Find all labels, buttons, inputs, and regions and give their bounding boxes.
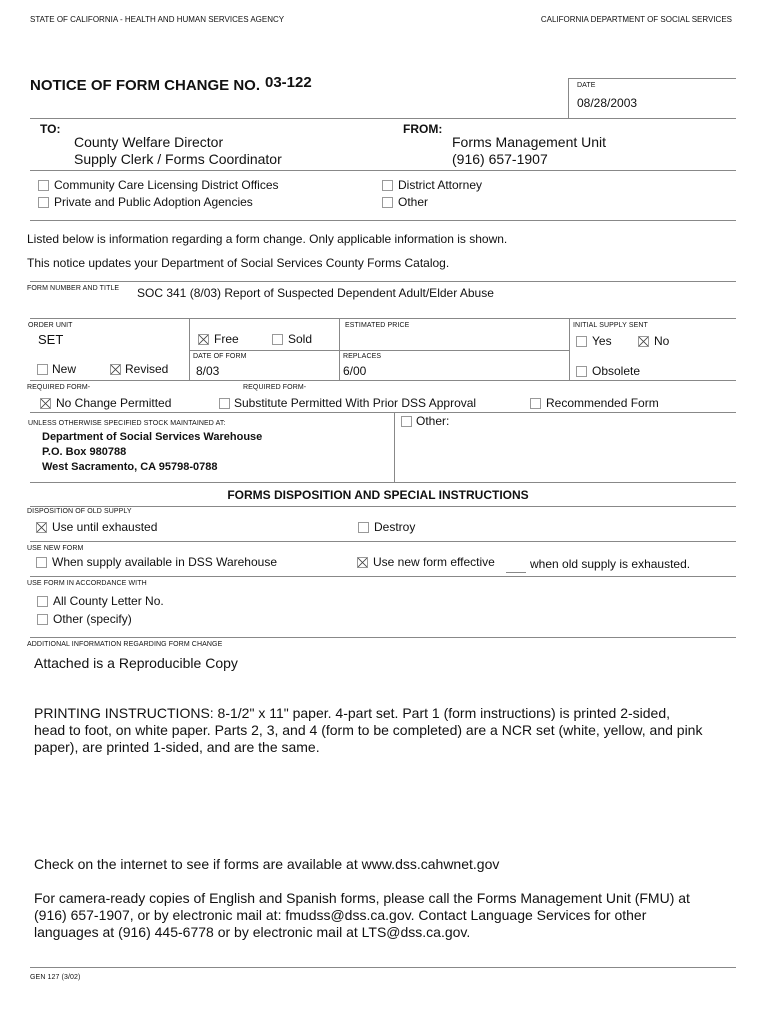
notice-number: 03-122: [265, 74, 312, 91]
supply-yes-label: Yes: [592, 334, 612, 348]
substitute-label: Substitute Permitted With Prior DSS Approval: [234, 396, 477, 410]
date-of-form-label: DATE OF FORM: [193, 353, 247, 360]
other-specify-label: Other (specify): [53, 612, 132, 626]
ccl-checkbox[interactable]: [38, 180, 49, 191]
date-label: DATE: [577, 82, 596, 89]
district-attorney-label: District Attorney: [398, 178, 483, 192]
adoption-label: Private and Public Adoption Agencies: [54, 195, 253, 209]
order-unit-value: SET: [38, 332, 64, 347]
additional-info-label: ADDITIONAL INFORMATION REGARDING FORM CHANGE: [27, 641, 223, 648]
attached-text: Attached is a Reproducible Copy: [34, 655, 238, 671]
intro-line-2: This notice updates your Department of Social Services County Forms Catalog.: [27, 256, 450, 270]
order-unit-label: ORDER UNIT: [28, 322, 73, 329]
stock-line-3: West Sacramento, CA 95798-0788: [42, 461, 218, 473]
supply-yes-checkbox[interactable]: [576, 336, 587, 347]
other-specify-checkbox[interactable]: [37, 614, 48, 625]
initial-supply-label: INITIAL SUPPLY SENT: [573, 322, 648, 329]
all-county-checkbox[interactable]: [37, 596, 48, 607]
other-recipient-checkbox[interactable]: [382, 197, 393, 208]
to-line-2: Supply Clerk / Forms Coordinator: [74, 151, 282, 167]
notice-date: 08/28/2003: [577, 96, 638, 110]
use-new-effective-label: Use new form effective: [373, 555, 495, 569]
substitute-checkbox[interactable]: [219, 398, 230, 409]
printing-line-2: head to foot, on white paper. Parts 2, 3, and 4 (form to be completed) are a NCR set (white, yellow, and pink: [34, 722, 703, 738]
new-checkbox[interactable]: [37, 364, 48, 375]
district-attorney-checkbox[interactable]: [382, 180, 393, 191]
to-line-1: County Welfare Director: [74, 134, 224, 150]
stock-other-label: Other:: [416, 414, 450, 428]
supply-no-checkbox[interactable]: [638, 336, 649, 347]
sold-label: Sold: [288, 332, 313, 346]
from-line-1: Forms Management Unit: [452, 134, 607, 150]
recommended-label: Recommended Form: [546, 396, 659, 410]
new-label: New: [52, 362, 77, 376]
department-header: CALIFORNIA DEPARTMENT OF SOCIAL SERVICES: [540, 15, 732, 24]
from-line-2: (916) 657-1907: [452, 151, 548, 167]
other-recipient-label: Other: [398, 195, 429, 209]
old-supply-label: DISPOSITION OF OLD SUPPLY: [27, 508, 132, 515]
obsolete-checkbox[interactable]: [576, 366, 587, 377]
use-new-effective-checkbox[interactable]: [357, 557, 368, 568]
internet-text: Check on the internet to see if forms are available at www.dss.cahwnet.gov: [34, 856, 500, 872]
required-form-label-1: REQUIRED FORM-: [27, 384, 91, 391]
replaces-value: 6/00: [343, 364, 367, 378]
notice-title: NOTICE OF FORM CHANGE NO.: [30, 77, 260, 94]
use-until-checkbox[interactable]: [36, 522, 47, 533]
accordance-label: USE FORM IN ACCORDANCE WITH: [27, 580, 147, 587]
date-of-form-value: 8/03: [196, 364, 220, 378]
destroy-label: Destroy: [374, 520, 416, 534]
no-change-label: No Change Permitted: [56, 396, 172, 410]
ccl-label: Community Care Licensing District Offices: [54, 178, 279, 192]
replaces-label: REPLACES: [343, 353, 382, 360]
sold-checkbox[interactable]: [272, 334, 283, 345]
when-old-label: when old supply is exhausted.: [530, 557, 691, 571]
obsolete-label: Obsolete: [592, 364, 641, 378]
use-new-form-label: USE NEW FORM: [27, 545, 84, 552]
free-checkbox[interactable]: [198, 334, 209, 345]
form-number-value: SOC 341 (8/03) Report of Suspected Dependent Adult/Elder Abuse: [137, 286, 494, 300]
from-label: FROM:: [403, 122, 443, 136]
supply-no-label: No: [654, 334, 670, 348]
required-form-label-2: REQUIRED FORM-: [243, 384, 307, 391]
printing-line-1: PRINTING INSTRUCTIONS: 8-1/2" x 11" paper. 4-part set. Part 1 (form instructions) is printed 2-sided,: [34, 705, 670, 721]
revised-checkbox[interactable]: [110, 364, 121, 375]
agency-header: STATE OF CALIFORNIA - HEALTH AND HUMAN SERVICES AGENCY: [30, 15, 285, 24]
contact-line-3: languages at (916) 445-6778 or by electronic mail at LTS@dss.ca.gov.: [34, 924, 471, 940]
to-label: TO:: [40, 122, 61, 136]
intro-line-1: Listed below is information regarding a form change. Only applicable information is shown.: [27, 232, 508, 246]
stock-line-2: P.O. Box 980788: [42, 446, 127, 458]
no-change-checkbox[interactable]: [40, 398, 51, 409]
contact-line-2: (916) 657-1907, or by electronic mail at: fmudss@dss.ca.gov. Contact Language Services for other: [34, 907, 647, 923]
form-footer: GEN 127 (3/02): [30, 974, 81, 981]
revised-label: Revised: [125, 362, 169, 376]
when-supply-checkbox[interactable]: [36, 557, 47, 568]
printing-line-3: paper), are printed 1-sided, and are the same.: [34, 739, 320, 755]
when-supply-label: When supply available in DSS Warehouse: [52, 555, 278, 569]
destroy-checkbox[interactable]: [358, 522, 369, 533]
stock-other-checkbox[interactable]: [401, 416, 412, 427]
use-until-label: Use until exhausted: [52, 520, 158, 534]
stock-line-1: Department of Social Services Warehouse: [42, 431, 263, 443]
contact-line-1: For camera-ready copies of English and Spanish forms, please call the Forms Management Unit (FMU) at: [34, 890, 690, 906]
free-label: Free: [214, 332, 239, 346]
recommended-checkbox[interactable]: [530, 398, 541, 409]
adoption-checkbox[interactable]: [38, 197, 49, 208]
form-number-label: FORM NUMBER AND TITLE: [27, 285, 120, 292]
estimated-price-label: ESTIMATED PRICE: [345, 322, 410, 329]
all-county-label: All County Letter No.: [53, 594, 164, 608]
disposition-heading: FORMS DISPOSITION AND SPECIAL INSTRUCTIONS: [227, 488, 529, 502]
stock-label: UNLESS OTHERWISE SPECIFIED STOCK MAINTAINED AT:: [28, 420, 226, 427]
